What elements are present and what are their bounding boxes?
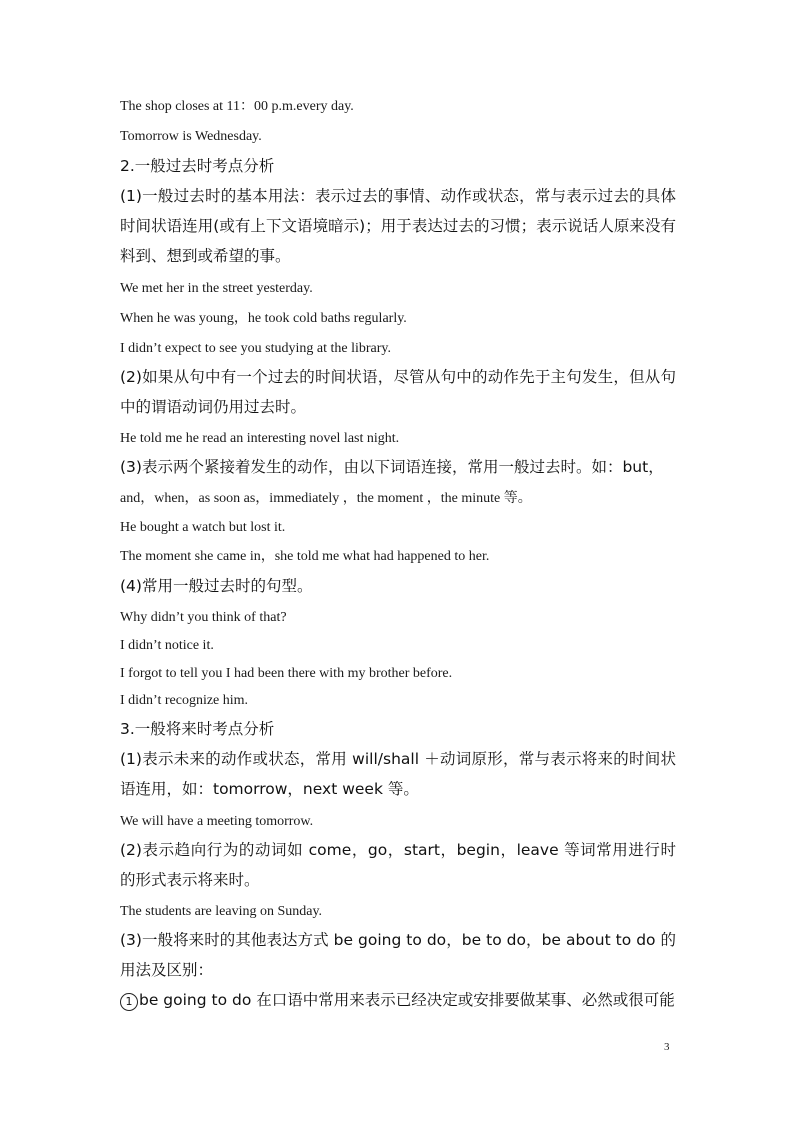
paragraph-continuation: and，when，as soon as，immediately ，the moment ，the minute 等。	[120, 491, 532, 506]
example-sentence: We will have a meeting tomorrow.	[120, 814, 314, 829]
paragraph: (2)表示趋向行为的动词如 come，go，start，begin，leave 等词常用进行时的形式表示将来时。	[120, 841, 676, 889]
example-sentence: He bought a watch but lost it.	[120, 520, 286, 535]
example-sentence: He told me he read an interesting novel last night.	[120, 431, 400, 446]
circled-number: 1	[120, 993, 138, 1011]
paragraph: (3)表示两个紧接着发生的动作，由以下词语连接，常用一般过去时。如：but，	[120, 458, 664, 476]
example-sentence: When he was young，he took cold baths regularly.	[120, 311, 407, 326]
example-sentence: I didn’t recognize him.	[120, 693, 249, 708]
example-sentence: The shop closes at 11：00 p.m.every day.	[120, 99, 354, 114]
example-sentence: Tomorrow is Wednesday.	[120, 129, 262, 144]
example-sentence: I didn’t notice it.	[120, 638, 214, 653]
example-sentence: I didn’t expect to see you studying at the library.	[120, 341, 391, 356]
example-sentence: The students are leaving on Sunday.	[120, 904, 323, 919]
paragraph: (2)如果从句中有一个过去的时间状语，尽管从句中的动作先于主句发生，但从句中的谓语动词仍用过去时。	[120, 368, 676, 416]
example-sentence: I forgot to tell you I had been there with my brother before.	[120, 666, 453, 681]
page-number: 3	[664, 1041, 670, 1053]
paragraph	[120, 985, 676, 1015]
example-sentence: We met her in the street yesterday.	[120, 281, 313, 296]
paragraph: (3)一般将来时的其他表达方式 be going to do，be to do，be about to do 的用法及区别：	[120, 931, 676, 979]
paragraph-text: be going to do 在口语中常用来表示已经决定或安排要做某事、必然或很可能	[139, 991, 675, 1009]
section-heading: 2.一般过去时考点分析	[120, 157, 275, 175]
section-heading: 3.一般将来时考点分析	[120, 720, 275, 738]
paragraph: (1)一般过去时的基本用法：表示过去的事情、动作或状态，常与表示过去的具体时间状语连用(或有上下文语境暗示)；用于表达过去的习惯；表示说话人原来没有料到、想到或希望的事。	[120, 187, 676, 265]
example-sentence: Why didn’t you think of that?	[120, 610, 287, 625]
paragraph: (4)常用一般过去时的句型。	[120, 577, 313, 595]
example-sentence: The moment she came in，she told me what had happened to her.	[120, 549, 490, 564]
paragraph: (1)表示未来的动作或状态，常用 will/shall ＋动词原形，常与表示将来的时间状语连用，如：tomorrow，next week 等。	[120, 750, 676, 798]
